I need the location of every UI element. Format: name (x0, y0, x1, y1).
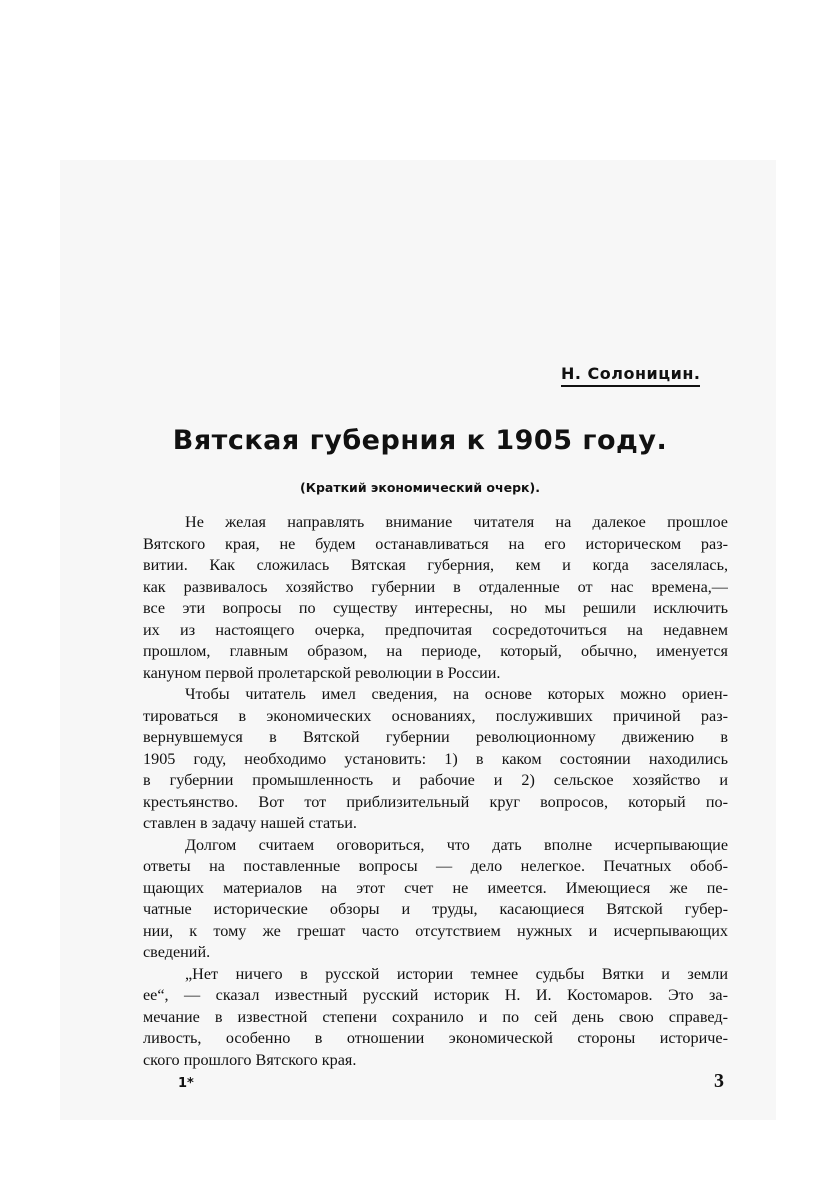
text-line: „Нет ничего в русской истории темнее судьбы Вятки и земли (185, 964, 728, 983)
text-line: вернувшемуся в Вятской губернии революционному движению в (143, 728, 728, 746)
text-line: витии. Как сложилась Вятская губерния, кем и когда заселялась, (143, 556, 728, 574)
article-subtitle: (Краткий экономический очерк). (300, 480, 540, 495)
text-line: 1905 году, необходимо установить: 1) в каком состоянии находились (143, 749, 728, 768)
signature-mark: 1* (178, 1076, 194, 1091)
author-name: Н. Солоницин. (561, 364, 700, 387)
text-line: ее“, — сказал известный русский историк Н. И. Костомаров. Это за- (143, 986, 728, 1004)
page-number: 3 (714, 1070, 724, 1092)
text-line: Долгом считаем оговориться, что дать вполне исчерпывающие (185, 835, 728, 854)
text-line: нии, к тому же грешат часто отсутствием нужных и исчерпывающих (143, 921, 728, 940)
text-line: мечание в известной степени сохранило и по сей день свою справед- (143, 1007, 728, 1026)
text-line: тироваться в экономических основаниях, послуживших причиной раз- (143, 706, 728, 725)
article-body (143, 512, 728, 1071)
text-line: ответы на поставленные вопросы — дело нелегкое. Печатных обоб- (143, 857, 728, 875)
text-line: чатные исторические обзоры и труды, касающиеся Вятской губер- (143, 900, 728, 918)
text-line: прошлом, главным образом, на периоде, который, обычно, именуется (143, 642, 728, 660)
text-line: сведений. (143, 943, 211, 961)
text-line: Не желая направлять внимание читателя на далекое прошлое (185, 513, 728, 531)
text-line: все эти вопросы по существу интересны, но мы решили исключить (143, 599, 728, 617)
text-line: Вятского края, не будем останавливаться на его историческом раз- (143, 534, 728, 553)
article-title: Вятская губерния к 1905 году. (172, 425, 668, 456)
text-line: их из настоящего очерка, предпочитая сосредоточиться на недавнем (143, 620, 728, 639)
text-line: ливость, особенно в отношении экономической стороны историче- (143, 1029, 728, 1047)
text-line: Чтобы читатель имел сведения, на основе которых можно ориен- (185, 685, 728, 703)
text-line: как развивалось хозяйство губернии в отдаленные от нас времена,— (143, 577, 728, 596)
text-line: ставлен в задачу нашей статьи. (143, 814, 357, 832)
text-line: щающих материалов на этот счет не имеется. Имеющиеся же пе- (143, 878, 728, 897)
text-line: в губернии промышленность и рабочие и 2) сельское хозяйство и (143, 771, 728, 789)
text-line: ского прошлого Вятского края. (143, 1050, 357, 1069)
text-line: крестьянство. Вот тот приблизительный круг вопросов, который по- (143, 792, 728, 811)
text-line: кануном первой пролетарской революции в России. (143, 663, 501, 682)
